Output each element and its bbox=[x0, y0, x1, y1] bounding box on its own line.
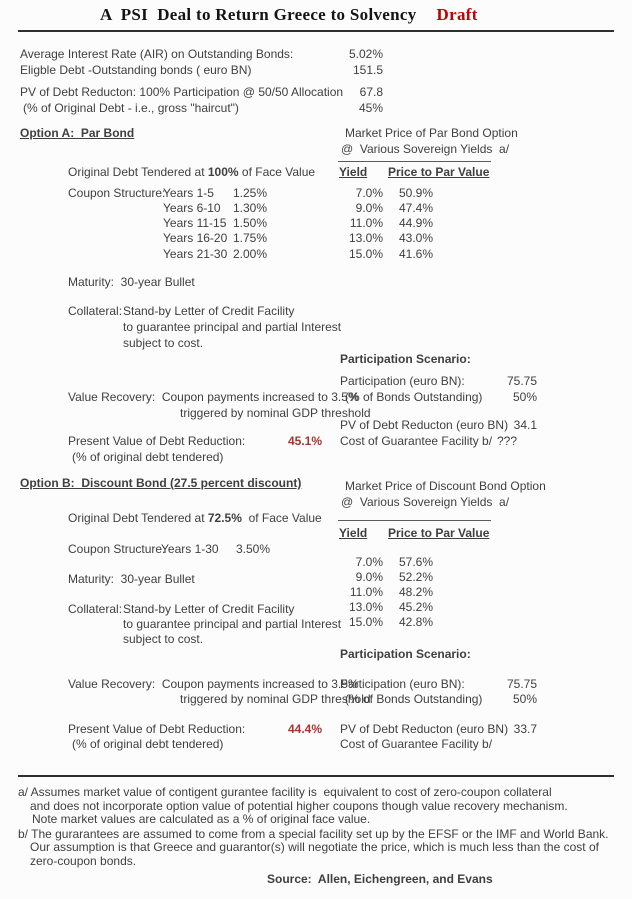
yield-value: 13.0% bbox=[348, 231, 383, 245]
option-b-price-header: Price to Par Value bbox=[388, 526, 490, 540]
option-a-market-rule bbox=[338, 161, 491, 162]
option-a-price-header: Price to Par Value bbox=[388, 165, 490, 179]
price-value: 52.2% bbox=[398, 570, 433, 584]
participation-label: Participation (euro BN): bbox=[340, 677, 465, 691]
option-b-collateral-label: Collateral: bbox=[68, 602, 123, 616]
option-a-value-recovery-line1: Value Recovery: Coupon payments increased to 3.5% bbox=[68, 390, 359, 404]
footnote-line: a/ Assumes market value of contigent gurantee facility is equivalent to cost of zero-coupon collateral bbox=[18, 785, 552, 799]
participation-pct-value: 50% bbox=[512, 390, 537, 404]
summary-label-eligible-debt: Eligble Debt -Outstanding bonds ( euro BN) bbox=[20, 63, 252, 77]
coupon-rate: 1.30% bbox=[232, 201, 267, 215]
option-b-pv-value: 44.4% bbox=[287, 722, 322, 736]
price-value: 44.9% bbox=[398, 216, 433, 230]
yield-value: 11.0% bbox=[349, 585, 383, 599]
option-b-market-rule bbox=[338, 520, 491, 521]
footnote-line: zero-coupon bonds. bbox=[30, 854, 137, 868]
coupon-years: Years 6-10 bbox=[163, 201, 221, 215]
pv-reduction-label: PV of Debt Reducton (euro BN) bbox=[340, 722, 509, 736]
option-a-tendered-post: of Face Value bbox=[238, 165, 316, 179]
option-a-yield-header: Yield bbox=[339, 165, 368, 179]
option-b-tendered-pct: 72.5% bbox=[207, 511, 242, 525]
price-value: 48.2% bbox=[398, 585, 433, 599]
option-b-market-subtitle: @ Various Sovereign Yields a/ bbox=[341, 495, 510, 509]
yield-value: 9.0% bbox=[355, 201, 383, 215]
guarantee-cost-label: Cost of Guarantee Facility b/ bbox=[340, 737, 493, 751]
option-a-value-recovery-line2: triggered by nominal GDP threshold bbox=[180, 406, 371, 420]
guarantee-cost-value: ??? bbox=[496, 434, 517, 448]
pv-reduction-label: PV of Debt Reducton (euro BN) bbox=[340, 418, 509, 432]
price-value: 45.2% bbox=[398, 600, 433, 614]
draft-badge: Draft bbox=[436, 5, 478, 24]
footnote-line: and does not incorporate option value of potential higher coupons though value recovery mechanism. bbox=[30, 799, 568, 813]
participation-pct-label: (% of Bonds Outstanding) bbox=[345, 692, 483, 706]
pv-reduction-value: 33.7 bbox=[513, 722, 537, 736]
option-a-pv-note: (% of original debt tendered) bbox=[72, 450, 224, 464]
footnote-rule bbox=[18, 775, 614, 777]
option-a-heading: Option A: Par Bond bbox=[20, 126, 135, 140]
yield-value: 15.0% bbox=[348, 615, 383, 629]
option-b-tendered-line bbox=[68, 511, 322, 526]
price-value: 41.6% bbox=[398, 247, 433, 261]
coupon-rate: 1.25% bbox=[232, 186, 267, 200]
footnote-line: Our assumption is that Greece and guarantor(s) will negotiate the price, which is much less than the cost of bbox=[30, 840, 599, 854]
price-value: 42.8% bbox=[398, 615, 433, 629]
yield-value: 15.0% bbox=[348, 247, 383, 261]
yield-value: 7.0% bbox=[355, 186, 383, 200]
option-a-collateral-label: Collateral: bbox=[68, 304, 123, 318]
option-b-collateral-line: Stand-by Letter of Credit Facility bbox=[123, 602, 295, 616]
option-b-yield-header: Yield bbox=[339, 526, 368, 540]
yield-value: 7.0% bbox=[355, 555, 383, 569]
summary-value-haircut: 45% bbox=[358, 101, 383, 115]
coupon-rate: 1.50% bbox=[232, 216, 267, 230]
option-b-market-title: Market Price of Discount Bond Option bbox=[345, 479, 546, 493]
option-a-tendered-line bbox=[68, 165, 315, 180]
option-b-tendered-pre: Original Debt Tendered at bbox=[68, 511, 208, 525]
summary-value-eligible-debt: 151.5 bbox=[352, 63, 383, 77]
coupon-years: Years 21-30 bbox=[163, 247, 228, 261]
summary-label-air: Average Interest Rate (AIR) on Outstanding Bonds: bbox=[20, 47, 294, 61]
option-a-pv-label: Present Value of Debt Reduction: bbox=[68, 434, 246, 448]
option-a-collateral-line: to guarantee principal and partial Interest bbox=[123, 320, 342, 334]
option-a-market-subtitle: @ Various Sovereign Yields a/ bbox=[341, 142, 510, 156]
page-title-row bbox=[100, 5, 478, 25]
coupon-years: Years 11-15 bbox=[163, 216, 227, 230]
option-a-market-title: Market Price of Par Bond Option bbox=[345, 126, 518, 140]
option-a-pv-value: 45.1% bbox=[287, 434, 322, 448]
option-a-participation-heading: Participation Scenario: bbox=[340, 352, 471, 366]
price-value: 57.6% bbox=[398, 555, 433, 569]
summary-value-air: 5.02% bbox=[348, 47, 383, 61]
option-b-pv-note: (% of original debt tendered) bbox=[72, 737, 224, 751]
option-b-maturity: Maturity: 30-year Bullet bbox=[68, 572, 195, 586]
pv-reduction-value: 34.1 bbox=[513, 418, 537, 432]
option-a-tendered-pct: 100% bbox=[207, 165, 239, 179]
option-b-collateral-line: to guarantee principal and partial Interest bbox=[123, 617, 342, 631]
option-b-value-recovery-line1: Value Recovery: Coupon payments increased to 3.5% bbox=[68, 677, 359, 691]
option-a-tendered-pre: Original Debt Tendered at bbox=[68, 165, 208, 179]
coupon-years: Years 16-20 bbox=[163, 231, 228, 245]
source-line: Source: Allen, Eichengreen, and Evans bbox=[267, 872, 493, 886]
coupon-years: Years 1-5 bbox=[163, 186, 214, 200]
option-b-collateral-line: subject to cost. bbox=[123, 632, 204, 646]
option-b-coupon-years: Years 1-30 bbox=[161, 542, 219, 556]
option-a-collateral-line: Stand-by Letter of Credit Facility bbox=[123, 304, 295, 318]
coupon-rate: 2.00% bbox=[232, 247, 267, 261]
yield-value: 13.0% bbox=[348, 600, 383, 614]
price-value: 47.4% bbox=[398, 201, 433, 215]
footnote-line: b/ The gurarantees are assumed to come from a special facility set up by the EFSF or the IMF and World Bank. bbox=[18, 827, 609, 841]
footnote-line: Note market values are calculated as a % of original face value. bbox=[32, 812, 371, 826]
yield-value: 11.0% bbox=[349, 216, 383, 230]
option-b-coupon-label: Coupon Structure: bbox=[68, 542, 166, 556]
price-value: 43.0% bbox=[398, 231, 433, 245]
option-b-heading: Option B: Discount Bond (27.5 percent discount) bbox=[20, 476, 302, 490]
coupon-rate: 1.75% bbox=[232, 231, 267, 245]
option-a-collateral-line: subject to cost. bbox=[123, 336, 204, 350]
page-title: A PSI Deal to Return Greece to Solvency bbox=[100, 5, 417, 24]
participation-value: 75.75 bbox=[506, 677, 537, 691]
option-b-tendered-post: of Face Value bbox=[241, 511, 322, 525]
price-value: 50.9% bbox=[398, 186, 433, 200]
summary-label-haircut: (% of Original Debt - i.e., gross "haircut") bbox=[23, 101, 239, 115]
summary-label-pv-reduction: PV of Debt Reducton: 100% Participation @ 50/50 Allocation bbox=[20, 85, 344, 99]
title-rule bbox=[18, 30, 614, 32]
option-b-coupon-rate: 3.50% bbox=[235, 542, 270, 556]
yield-value: 9.0% bbox=[355, 570, 383, 584]
guarantee-cost-label: Cost of Guarantee Facility b/ bbox=[340, 434, 493, 448]
option-a-maturity: Maturity: 30-year Bullet bbox=[68, 275, 195, 289]
option-b-value-recovery-line2: triggered by nominal GDP threshold bbox=[180, 692, 371, 706]
summary-value-pv-reduction: 67.8 bbox=[359, 85, 383, 99]
participation-pct-label: (% of Bonds Outstanding) bbox=[345, 390, 483, 404]
participation-label: Participation (euro BN): bbox=[340, 374, 465, 388]
option-a-coupon-label: Coupon Structure: bbox=[68, 186, 166, 200]
option-b-participation-heading: Participation Scenario: bbox=[340, 647, 471, 661]
participation-pct-value: 50% bbox=[512, 692, 537, 706]
option-b-pv-label: Present Value of Debt Reduction: bbox=[68, 722, 246, 736]
participation-value: 75.75 bbox=[506, 374, 537, 388]
